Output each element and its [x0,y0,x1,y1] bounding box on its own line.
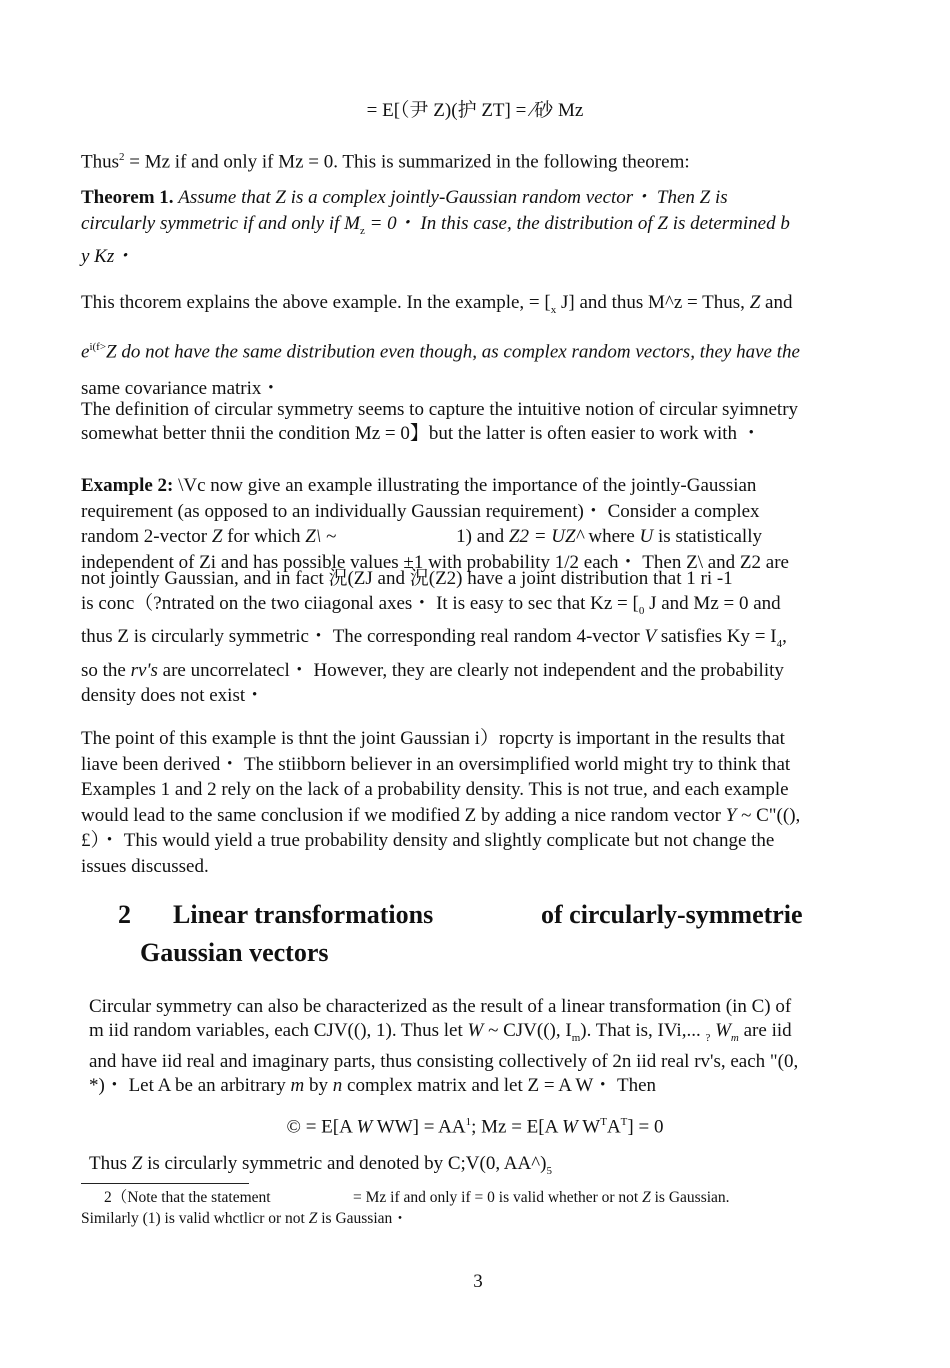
paragraph-thus-circular [89,1152,552,1183]
text-line: independent of Zi and has possible values ±1 with probability 1/2 each・ Then Z\ and Z2 are [81,551,789,573]
text-line: density does not exist・ [81,685,265,707]
superscript: 1 [465,1116,472,1128]
math-symbol: W [467,1020,484,1041]
math-symbol: U [639,526,654,547]
text-line: Circular symmetry can also be characterized as the result of a linear transformation (in C) of [89,996,792,1017]
text-line [81,473,869,499]
text-fragment: complex matrix and let Z = A W・ Then [342,1074,657,1096]
text-fragment: thus Z is circularly symmetric・ The corresponding real random 4-vector [81,626,645,648]
text-fragment: are uncorrelatecl・ However, they are clearly not independent and the probability [157,659,784,681]
text-line: requirement (as opposed to an individually Gaussian requirement)・ Consider a complex [81,500,760,522]
text-line [81,803,869,829]
subscript: m [730,1031,739,1044]
text-fragment: ; Mz = E[A [471,1116,563,1138]
text-fragment: 1) and [456,526,509,547]
text-line [81,624,869,657]
text-fragment: J and Mz = 0 and [644,593,781,614]
text-fragment: random 2-vector [81,526,212,547]
subscript: ? [705,1031,711,1044]
footnote-line-1b [353,1187,730,1208]
text-fragment: Similarly (1) is valid whctlicr or not [81,1210,309,1227]
text-line [81,329,869,370]
text-fragment: m iid random variables, each CJV((), 1). Thus let [89,1020,468,1041]
section-title-part-3: Gaussian vectors [140,938,329,967]
text-fragment: \Vc now give an example illustrating the importance of the jointly-Gaussian [173,475,757,496]
text-fragment: for which [222,526,306,547]
text-fragment: circularly symmetric if and only if M [81,213,360,234]
math-symbol: Z [211,526,223,547]
math-symbol: Z2 = UZ^ [508,526,584,547]
text-fragment: ~ C"((), [736,804,801,826]
theorem-line [81,245,869,269]
example-2 [81,473,869,709]
section-number: 2 [118,900,131,929]
equation-covariance [81,1110,869,1139]
text-fragment: , [782,626,787,648]
math-symbol: Z [749,292,761,313]
text-line: and have iid real and imaginary parts, thus consisting collectively of 2n iid real rv's, each "(0, [89,1050,799,1072]
text-fragment: and [760,292,793,313]
math-symbol: rv's [130,659,158,681]
math-symbol: Z [308,1210,318,1227]
text-fragment: ] = 0 [627,1116,664,1138]
text-fragment: Thus [89,1153,132,1174]
math-symbol: Z [131,1153,143,1174]
paragraph-circular-symmetry [89,995,869,1098]
text-fragment: W [577,1116,601,1138]
subscript: m [571,1031,581,1044]
text-fragment: is Gaussian. [650,1189,730,1206]
subscript: 4 [776,638,783,651]
text-fragment: y Kz・ [81,245,134,267]
text-fragment: = 0・ In this case, the distribution of Z is determined b [364,213,790,234]
text-fragment: ). That is, IVi,... [580,1020,706,1041]
theorem-1 [81,186,869,269]
text-fragment: © = E[A [286,1116,357,1138]
text-line [81,524,869,550]
math-symbol: V [644,626,657,648]
footnote-ref: 2 [119,151,125,163]
text-fragment: = Mz if and only if = 0 is valid whether or not [353,1189,643,1206]
subscript: 0 [638,604,645,617]
equation-expectation: = E[（尹 Z)(护 ZT] = ⁄砂 Mz [366,100,584,121]
text-fragment: would lead to the same conclusion if we modified Z by adding a nice random vector [81,804,726,826]
text-fragment: where [583,526,640,547]
example-label: Example 2: [81,475,174,496]
text-fragment: so the [81,659,131,681]
text-fragment: Assume that Z is a complex jointly-Gaussian random vector・ Then Z is [178,187,728,208]
math-symbol: e [81,341,90,363]
paragraph-definition [81,398,869,446]
text-fragment: J] and thus M^z = Thus, [556,292,750,313]
text-line: £）・ This would yield a true probability density and slightly complicate but not change the [81,830,775,851]
text-line: not jointly Gaussian, and in fact 況(ZJ and 況(Z2) have a joint distribution that 1 ri -1 [81,567,733,589]
section-title-part-2: of circularly-symmetrie [541,900,803,929]
superscript: T [620,1116,628,1128]
footnote-divider [81,1183,249,1184]
text-fragment: are iid [738,1020,792,1041]
math-symbol: n [332,1074,343,1096]
text-fragment: by [304,1074,333,1096]
text-fragment: This thcorem explains the above example. In the example, = [ [81,292,551,313]
paragraph-point [81,726,869,879]
text-fragment: is circularly symmetric and denoted by C;V(0, AA^) [142,1153,547,1174]
math-symbol: Z [642,1189,651,1206]
text-fragment: *)・ Let A be an arbitrary [89,1074,291,1096]
paragraph-thus [81,145,690,174]
text-line [81,591,869,624]
math-symbol: Y [725,804,737,826]
theorem-line [81,212,869,243]
subscript: 5 [546,1164,552,1177]
text-line [81,658,869,684]
text-fragment: Z do not have the same distribution even though, as complex random vectors, they have the [106,341,800,363]
math-symbol: m [290,1074,305,1096]
text-fragment: A [606,1116,621,1138]
text-fragment: ~ CJV((), I [483,1020,572,1041]
text-fragment: is statistically [653,526,762,547]
text-line: somewhat better thnii the condition Mz = 0】but the latter is often easier to work with ・ [81,423,761,444]
math-symbol: W [356,1116,373,1138]
math-symbol: W [715,1020,731,1041]
subscript: x [550,303,557,316]
footnote-line-2 [81,1208,408,1229]
text-fragment: is Gaussian・ [317,1210,408,1227]
page-number: 3 [473,1271,483,1292]
theorem-label: Theorem 1. [81,187,174,208]
text-fragment: WW] = AA [372,1116,466,1138]
text-fragment: Thus [81,151,119,173]
text-line [89,1019,869,1050]
math-symbol: Z\ ~ [305,526,337,547]
text-line: same covariance matrix・ [81,378,281,400]
footnote-line-1a: 2（Note that the statement [104,1189,271,1206]
math-symbol: W [562,1116,578,1138]
text-line [89,1074,869,1098]
text-fragment: = Mz if and only if Mz = 0. This is summarized in the following theorem: [124,151,690,173]
superscript: i(f> [89,340,107,353]
paragraph-theorem-explanation [81,284,869,407]
theorem-line [81,186,869,210]
text-fragment: satisfies Ky = I [656,626,777,648]
subscript: z [359,224,365,237]
text-fragment: is conc（?ntrated on the two ciiagonal axes・ It is easy to sec that Kz = [ [81,593,639,614]
text-line: issues discussed. [81,855,209,877]
text-line [81,284,869,329]
section-title-part-1: Linear transformations [173,900,434,929]
text-line: Examples 1 and 2 rely on the lack of a probability density. This is not true, and each example [81,779,789,800]
text-line: The definition of circular symmetry seems to capture the intuitive notion of circular syimnetry [81,399,799,420]
superscript: T [600,1116,607,1128]
text-line: liave been derived・ The stiibborn believer in an oversimplified world might try to think that [81,753,791,775]
text-line: The point of this example is thnt the joint Gaussian i）ropcrty is important in the results that [81,728,785,749]
